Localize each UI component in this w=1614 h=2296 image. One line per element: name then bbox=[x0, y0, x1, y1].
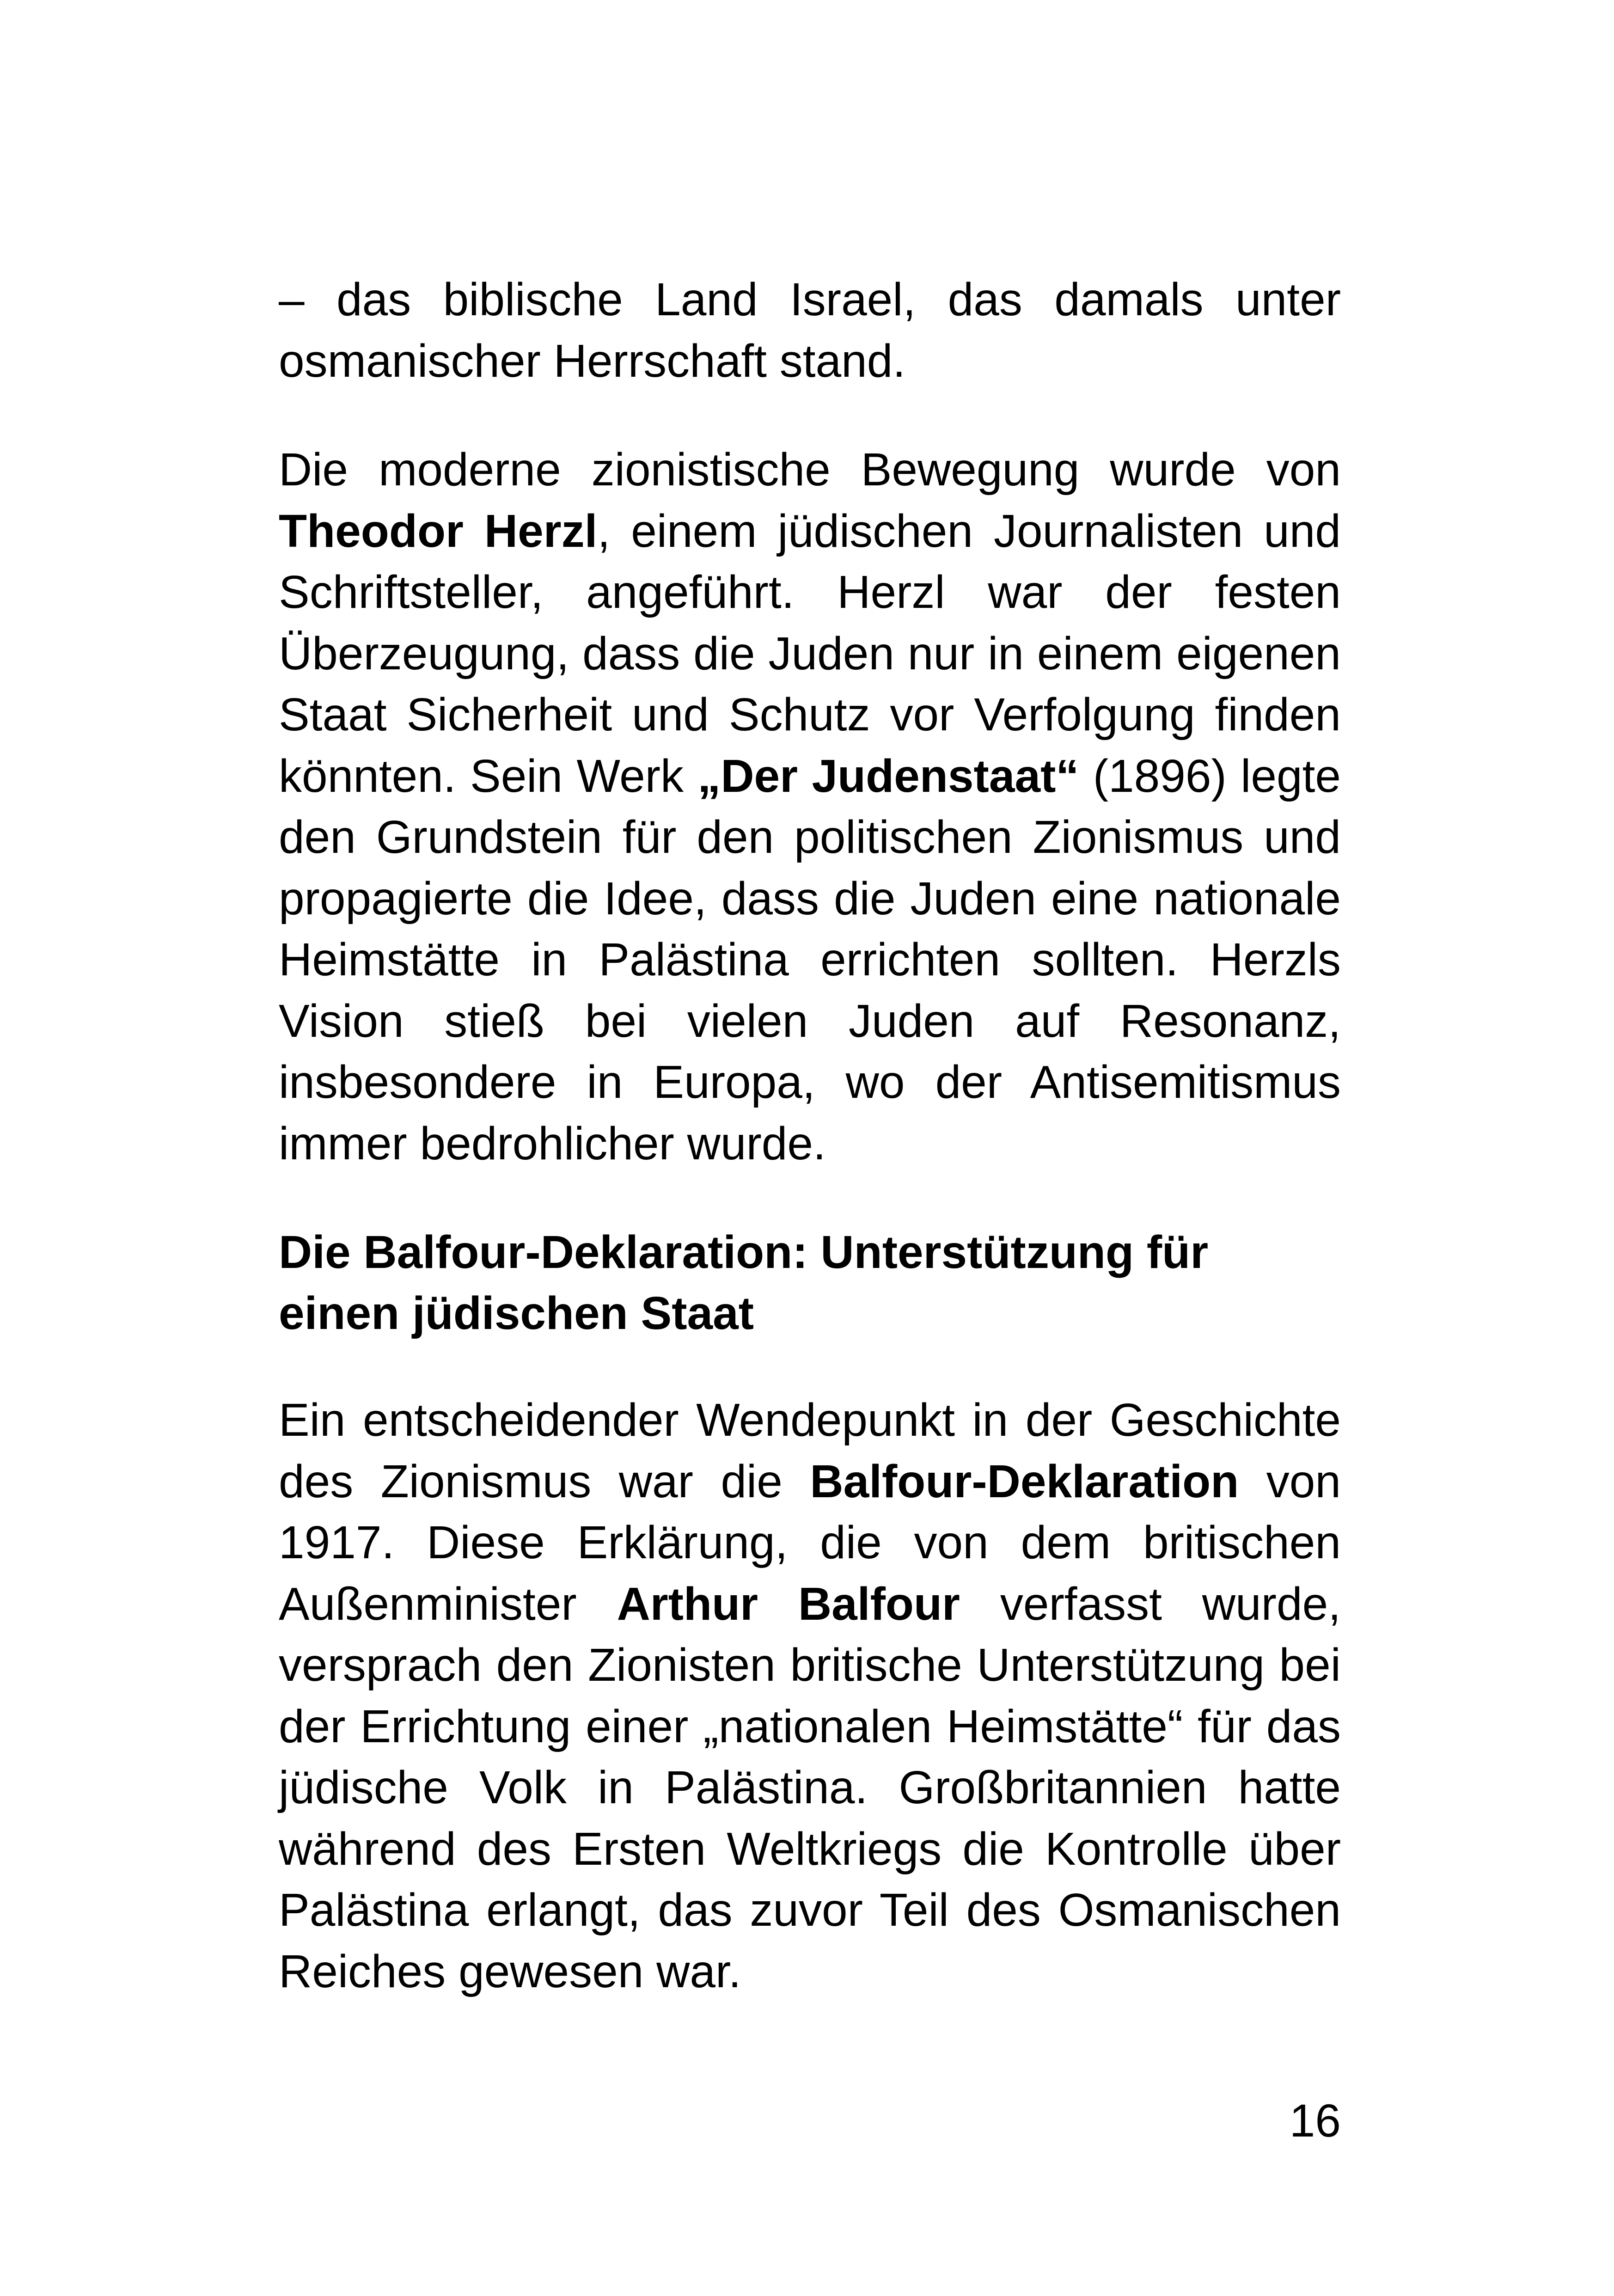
section-heading bbox=[279, 1222, 1341, 1344]
paragraph-herzl bbox=[279, 439, 1341, 1174]
bold-term-balfour-deklaration: Balfour-Deklaration bbox=[810, 1455, 1239, 1507]
page-content bbox=[279, 269, 1341, 2050]
paragraph-balfour bbox=[279, 1390, 1341, 2002]
section-heading-line-2: einen jüdischen Staat bbox=[279, 1287, 754, 1339]
section-heading-line-1: Die Balfour-Deklaration: Unterstützung für bbox=[279, 1226, 1209, 1278]
paragraph-herzl-text-2: , einem jüdischen Journalisten und Schriftsteller, angeführt. Herzl war der festen Überzeugung, dass die Juden nur in einem eigenen Staat Sicherheit und Schutz vor Verfolgung finden könnten. Sein Werk bbox=[279, 505, 1341, 802]
paragraph-continuation: – das biblische Land Israel, das damals unter osmanischer Herrschaft stand. bbox=[279, 274, 1341, 387]
bold-name-arthur-balfour: Arthur Balfour bbox=[617, 1578, 960, 1630]
bold-title-der-judenstaat: „Der Judenstaat“ bbox=[697, 750, 1079, 802]
paragraph-herzl-text-3: (1896) legte den Grundstein für den politischen Zionismus und propagierte die Idee, dass die Juden eine nationale Heimstätte in Palästina errichten sollten. Herzls Vision stieß bei vielen Juden auf Resonanz, insbesondere in Europa, wo der Antisemitismus immer bedrohlicher wurde. bbox=[279, 750, 1341, 1169]
page-number: 16 bbox=[1289, 2095, 1341, 2147]
paragraph-balfour-text-2: von 1917. Diese Erklärung, die von dem britischen Außenminister bbox=[279, 1455, 1341, 1630]
bold-name-theodor-herzl: Theodor Herzl bbox=[279, 505, 598, 557]
paragraph-balfour-text-3: verfasst wurde, versprach den Zionisten britische Unterstützung bei der Errichtung einer „nationalen Heimstätte“ für das jüdische Volk in Palästina. Großbritannien hatte während des Ersten Weltkriegs die Kontrolle über Palästina erlangt, das zuvor Teil des Osmanischen Reiches gewesen war. bbox=[279, 1578, 1341, 1997]
paragraph-herzl-text-1: Die moderne zionistische Bewegung wurde von bbox=[279, 444, 1341, 496]
paragraph-balfour-text-1: Ein entscheidender Wendepunkt in der Geschichte des Zionismus war die bbox=[279, 1394, 1341, 1507]
